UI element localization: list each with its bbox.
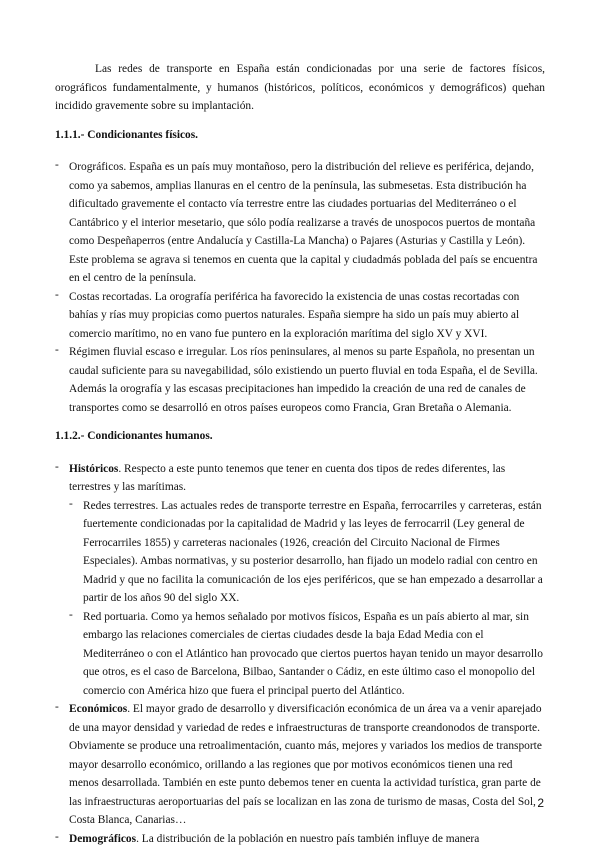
term-economic: Económicos	[69, 703, 128, 715]
sublist-item-land-networks: - Redes terrestres. Las actuales redes de transporte terrestre en España, ferrocarriles y carreteras, están fuertemente condicionadas por la capitalidad de Madrid y las leyes de ferrocarril (Ley general de Ferrocarriles 1855) y carreteras nacionales (1926, creación del Circuito Nacional de Firmes Especiales). Ambas normativas, y su posterior desarrollo, han fijado un modelo radial con centro en Madrid y que no facilita la comunicación de los ejes periféricos, que se han empezado a desarrollar a partir de los años 90 del siglo XX.	[69, 497, 545, 608]
intro-paragraph: Las redes de transporte en España están condicionadas por una serie de factores físicos, orográficos fundamentalmente, y humanos (históricos, políticos, económicos y demográficos) quehan incidido gravemente sobre su implantación.	[55, 63, 545, 112]
sublist-item-port-network: - Red portuaria. Como ya hemos señalado por motivos físicos, España es un país abierto al mar, sin embargo las relaciones comerciales de ciertas ciudades desde la baja Edad Media con el Mediterráneo o con el Atlántico han provocado que ciertos puertos hayan tenido un mayor desarrollo que otros, es el caso de Barcelona, Bilbao, Santander o Cádiz, en este último caso el monopolio del comercio con América hizo que fuera el principal puerto del Atlántico.	[69, 608, 545, 701]
term-historical: Históricos	[69, 462, 119, 475]
term-demographic: Demográficos	[69, 832, 137, 845]
page-number: 2	[537, 796, 544, 810]
demographic-text: . La distribución de la población en nuestro país también influye de manera	[136, 832, 480, 845]
human-factors-list	[55, 460, 545, 848]
document-page	[55, 60, 545, 848]
physical-factors-list	[55, 158, 545, 417]
section-heading-physical: 1.1.1.- Condicionantes físicos.	[55, 128, 199, 141]
economic-text: . El mayor grado de desarrollo y diversificación económica de un área va a venir aparejado de una mayor densidad y variedad de redes e infraestructuras de transporte creandonodos de transporte. Obviamente se produce una retroalimentación, cuanto más, mejores y variados los medios de transporte mayor desarrollo económico, orillando a las regiones que por motivos económicos tienen una red menos desarrollada. También en este punto debemos tener en cuenta la actividad turística, gran parte de las infraestructuras aeroportuarias del país se localizan en las zona de turismo de masas, Costa del Sol, Costa Blanca, Canarias…	[69, 703, 542, 826]
list-item-historical	[55, 460, 545, 701]
historical-sublist	[69, 497, 545, 701]
list-item-economic	[55, 700, 545, 830]
historical-text: . Respecto a este punto tenemos que tener en cuenta dos tipos de redes diferentes, las terrestres y las marítimas.	[69, 462, 506, 493]
section-heading-human: 1.1.2.- Condicionantes humanos.	[55, 430, 213, 442]
list-item-rivers: - Régimen fluvial escaso e irregular. Los ríos peninsulares, al menos su parte Española, no presentan un caudal suficiente para su navegabilidad, sólo existiendo un puerto fluvial en toda España, el de Sevilla. Además la orografía y las escasas precipitaciones han impedido la creación de una red de canales de transportes como se desarrolló en otros países europeos como Francia, Gran Bretaña o Alemania.	[55, 343, 545, 417]
list-item-orographic: - Orográficos. España es un país muy montañoso, pero la distribución del relieve es periférica, dejando, como ya sabemos, amplias llanuras en el centro de la península, las submesetas. Esta distribución ha dificultado gravemente el contacto vía terrestre entre las ciudades portuarias del Mediterráneo o el Cantábrico y el interior mesetario, que sólo podía realizarse a través de unospocos puertos de montaña como Despeñaperros (entre Andalucía y Castilla-La Mancha) o Pajares (Asturias y Castilla y León). Este problema se agrava si tenemos en cuenta que la capital y ciudadmás poblada del país se encuentra en el centro de la península.	[55, 158, 545, 288]
list-item-demographic	[55, 830, 545, 848]
list-item-coasts: - Costas recortadas. La orografía periférica ha favorecido la existencia de unas costas recortadas con bahías y rías muy propicias como puertos naturales. España siempre ha sido un país muy abierto al comercio marítimo, no en vano fue puntero en la exploración marítima del siglo XV y XVI.	[55, 288, 545, 344]
